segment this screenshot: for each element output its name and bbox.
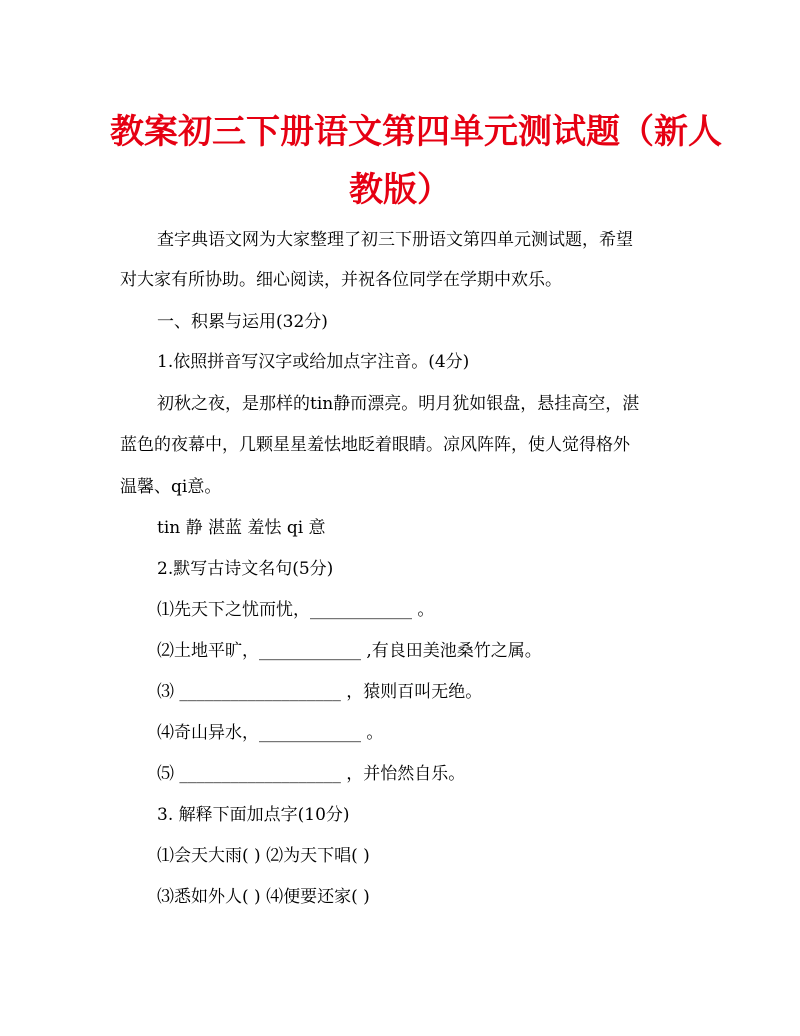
question-3-line-1: ⑴会天大雨( ) ⑵为天下唱( ) [157, 846, 370, 866]
document-title-line-1: 教案初三下册语文第四单元测试题（新人 [110, 112, 722, 152]
document-title-line-2: 教版） [349, 170, 451, 210]
question-3-heading: 3. 解释下面加点字(10分) [157, 805, 350, 825]
question-2-heading: 2.默写古诗文名句(5分) [157, 559, 334, 579]
intro-line-2: 对大家有所协助。细心阅读，并祝各位同学在学期中欢乐。 [120, 270, 562, 290]
question-2-item-1: ⑴先天下之忧而忧，____________ 。 [157, 600, 435, 620]
question-1-passage-line-2: 蓝色的夜幕中，几颗星星羞怯地眨着眼睛。凉风阵阵，使人觉得格外 [120, 435, 630, 455]
section-heading-1: 一、积累与运用(32分) [157, 312, 328, 332]
question-1-heading: 1.依照拼音写汉字或给加点字注音。(4分) [157, 352, 470, 372]
question-1-answer-items: tin 静 湛蓝 羞怯 qi 意 [157, 518, 326, 538]
question-3-line-2: ⑶悉如外人( ) ⑷便要还家( ) [157, 887, 370, 907]
question-2-item-4: ⑷奇山异水，____________ 。 [157, 723, 384, 743]
question-2-item-5: ⑸ ___________________ ，并怡然自乐。 [157, 764, 466, 784]
question-1-passage-line-1: 初秋之夜，是那样的tin静而漂亮。明月犹如银盘，悬挂高空，湛 [157, 394, 640, 414]
question-2-item-3: ⑶ ___________________ ，猿则百叫无绝。 [157, 682, 483, 702]
question-2-item-2: ⑵土地平旷，____________ ,有良田美池桑竹之属。 [157, 641, 542, 661]
question-1-passage-line-3: 温馨、qi意。 [120, 477, 222, 497]
intro-line-1: 查字典语文网为大家整理了初三下册语文第四单元测试题，希望 [157, 230, 633, 250]
